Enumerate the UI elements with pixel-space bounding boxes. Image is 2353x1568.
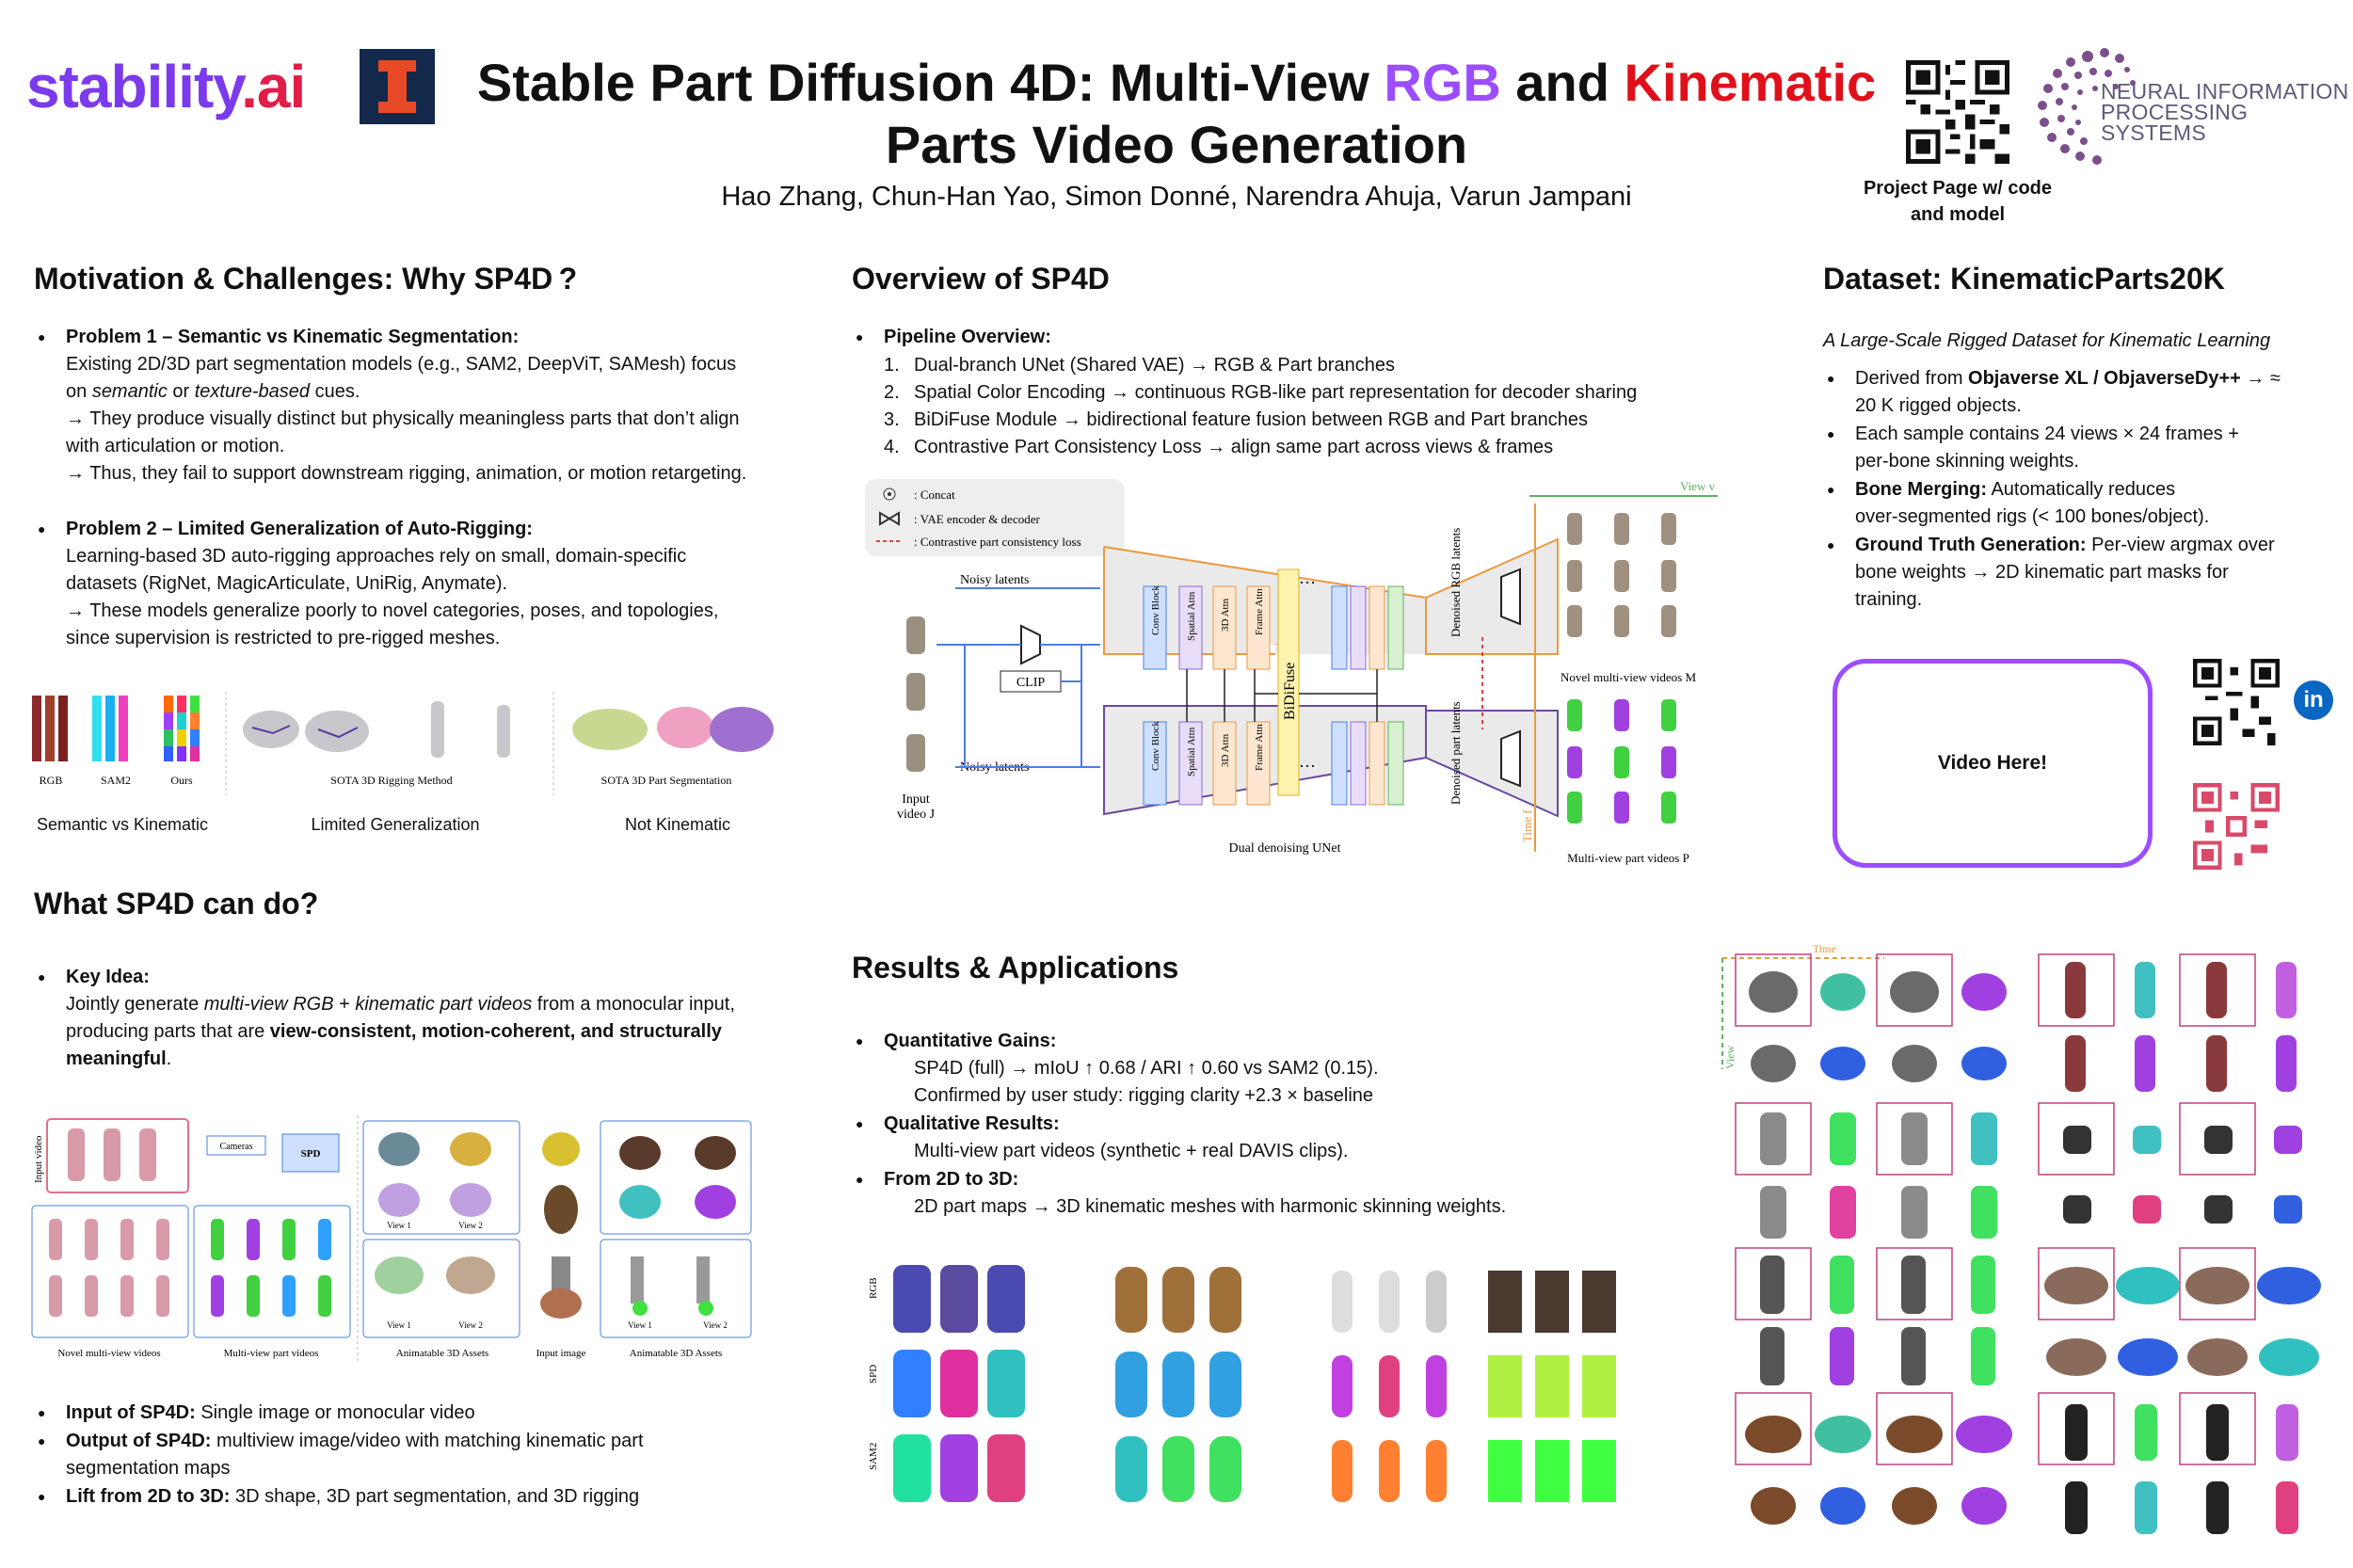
svg-text:Conv Block: Conv Block <box>1150 721 1161 771</box>
legend-contrastive: : Contrastive part consistency loss <box>914 535 1081 549</box>
results-body: ● Quantitative Gains: SP4D (full) → mIoU ↑ 0.68 / ARI ↑ 0.60 vs SAM2 (0.15). Confirmed by user study: rigging clarity +2.3 × baseline ● Qualitative Results: Multi-view part videos (synthetic + real DAVIS clips). ● From 2D to 3D: 2D part maps → 3D kinematic meshes with harmonic skinning weights. <box>852 1028 1699 1222</box>
grid-row-5 <box>1760 1256 2321 1314</box>
dataset-body: ● Derived from Objaverse XL / ObjaverseDy++ → ≈ 20 K rigged objects. ● Each sample contains 24 views × 24 frames + per-bone skinning weights. ● Bone Merging: Automatically reduces over-segmented rigs (< 100 bones/object). ● Ground Truth Generation: Per-view argmax over bone weights → 2D kinematic part masks for training. <box>1823 365 2313 615</box>
row-label-rgb: RGB <box>868 1277 879 1299</box>
clip-label: CLIP <box>1016 676 1046 690</box>
author-list: Hao Zhang, Chun-Han Yao, Simon Donné, Narendra Ahuja, Varun Jampani <box>721 182 1632 212</box>
svg-text:View 2: View 2 <box>458 1320 483 1330</box>
rgb-vs-ours-strips <box>32 696 200 761</box>
qr-caption: Project Page w/ code and model <box>1863 178 2053 225</box>
poster-title: Stable Part Diffusion 4D: Multi-View RGB and Kinematic Parts Video Generation <box>476 53 1877 174</box>
svg-text:View 2: View 2 <box>458 1221 483 1230</box>
row-label-spd: SPD <box>868 1364 879 1384</box>
dataset-subtitle: A Large-Scale Rigged Dataset for Kinematic Learning <box>1823 330 2271 351</box>
capabilities-figure <box>28 1115 781 1362</box>
motivation-body: ● Problem 1 – Semantic vs Kinematic Segmentation: Existing 2D/3D part segmentation models (e.g., SAM2, DeepViT, SAMesh) focus on semantic or texture-based cues. → They produce visually distinct but physically meaningless parts that don’t align with articulation or motion. → Thus, they fail to support downstream rigging, animation, or motion retargeting. ● Problem 2 – Limited Generalization of Auto-Rigging: Learning-based 3D auto-rigging approaches rely on small, domain-specific datasets (RigNet, MagicArticulate, UniRig, Anymate). → These models generalize poorly to novel categories, poses, and topologies, since supervision is restricted to pre-rigged meshes. <box>34 324 806 653</box>
time-label: Time f <box>1520 809 1534 842</box>
novel-videos-label: Novel multi-view videos M <box>1560 670 1697 684</box>
fig-label-ours: Ours <box>170 774 193 787</box>
svg-text:Animatable 3D Assets: Animatable 3D Assets <box>629 1348 723 1359</box>
video-placeholder[interactable]: Video Here! <box>1833 659 2153 868</box>
svg-text:Frame Attn: Frame Attn <box>1254 724 1265 771</box>
part-view-figures <box>1567 699 1676 824</box>
hand-col <box>1115 1267 1241 1502</box>
svg-text:Multi-view part videos: Multi-view part videos <box>223 1348 319 1359</box>
qr-code-icon[interactable] <box>2193 659 2280 745</box>
section-heading-dataset: Dataset: KinematicParts20K <box>1823 262 2225 296</box>
fig-label-rgb: RGB <box>39 774 63 787</box>
linkedin-icon[interactable]: in <box>2294 680 2333 720</box>
view-label: View v <box>1680 479 1716 493</box>
svg-text:Conv Block: Conv Block <box>1150 585 1161 635</box>
machine-col <box>1488 1271 1616 1502</box>
xiaohongshu-qr-icon[interactable] <box>2193 783 2280 870</box>
grid-row-6 <box>1760 1327 2319 1385</box>
novel-view-figures <box>1567 513 1676 637</box>
input-label: Input <box>902 792 930 807</box>
svg-text:View 1: View 1 <box>387 1221 411 1230</box>
results-grid-figure <box>1715 937 2351 1540</box>
whatcan-key-idea: ● Key Idea: Jointly generate multi-view RGB + kinematic part videos from a monocular input, producing parts that are view-consistent, motion-coherent, and structurally meaningful. <box>34 964 806 1074</box>
fig-label-partseg: SOTA 3D Part Segmentation <box>600 774 732 787</box>
whatcan-io-list: ● Input of SP4D: Single image or monocular video ● Output of SP4D: multiview image/video with matching kinematic part segmentation maps ● Lift from 2D to 3D: 3D shape, 3D part segmentation, and 3D rigging <box>34 1400 806 1512</box>
caption-not-kinematic: Not Kinematic <box>624 815 731 834</box>
grid-view-label: View <box>1723 1045 1737 1069</box>
illinois-logo-icon <box>360 49 435 124</box>
partseg-shapes <box>572 707 774 752</box>
fig-label-rigging: SOTA 3D Rigging Method <box>330 774 453 787</box>
noisy-latents-bottom: Noisy latents <box>960 760 1030 775</box>
neurips-text: NEURAL INFORMATION PROCESSING SYSTEMS <box>2101 79 2349 145</box>
motivation-figure <box>26 692 779 805</box>
denoised-part-label: Denoised part latents <box>1449 701 1463 805</box>
results-comparison-figure <box>861 1261 1624 1506</box>
input-video-figures <box>906 616 925 772</box>
svg-text:Input image: Input image <box>536 1348 586 1359</box>
svg-text:Spatial Attn: Spatial Attn <box>1186 591 1197 641</box>
grid-row-4 <box>1760 1186 2302 1239</box>
caption-semantic: Semantic vs Kinematic <box>36 815 209 834</box>
svg-text:SPD: SPD <box>300 1148 321 1160</box>
grid-row-3 <box>1760 1112 2302 1165</box>
dual-unet-label: Dual denoising UNet <box>1228 841 1341 856</box>
grid-row-2 <box>1751 1035 2297 1092</box>
svg-text:Frame Attn: Frame Attn <box>1254 588 1265 635</box>
svg-text:Novel multi-view videos: Novel multi-view videos <box>57 1348 161 1359</box>
stability-logo: stability.ai <box>26 53 306 120</box>
pipeline-diagram <box>861 475 1718 871</box>
svg-text:…: … <box>1299 752 1316 771</box>
svg-text:View 1: View 1 <box>628 1320 652 1330</box>
grid-row-8 <box>1751 1481 2298 1534</box>
section-heading-results: Results & Applications <box>852 951 1179 984</box>
caption-limited: Limited Generalization <box>311 815 480 834</box>
grid-row-7 <box>1745 1404 2298 1461</box>
section-heading-motivation: Motivation & Challenges: Why SP4D ? <box>34 262 578 296</box>
svg-text:3D Attn: 3D Attn <box>1220 733 1231 767</box>
robot-col <box>893 1265 1025 1502</box>
legend-concat: : Concat <box>914 488 955 502</box>
svg-text:Cameras: Cameras <box>219 1142 253 1152</box>
svg-text:Input video: Input video <box>33 1135 44 1183</box>
part-videos-label: Multi-view part videos P <box>1567 851 1689 865</box>
section-heading-whatcan: What SP4D can do? <box>34 887 319 920</box>
legend-vae: : VAE encoder & decoder <box>914 512 1040 526</box>
input-video-j-label: video J <box>896 808 936 822</box>
qr-code-icon[interactable] <box>1906 60 2009 164</box>
svg-text:…: … <box>1299 568 1316 587</box>
bidifuse-label: BiDiFuse <box>1282 662 1298 720</box>
grid-time-label: Time <box>1813 942 1836 955</box>
svg-text:View 1: View 1 <box>387 1320 411 1330</box>
svg-text:View 2: View 2 <box>703 1320 728 1330</box>
noisy-latents-top: Noisy latents <box>960 573 1030 587</box>
alien-col <box>1332 1271 1447 1502</box>
overview-body: ● Pipeline Overview: 1. Dual-branch UNet (Shared VAE) → RGB & Part branches 2. Spatial Color Encoding → continuous RGB-like part representation for decoder sharing 3. BiDiFuse Module → bidirectional feature fusion between RGB and Part branches 4. Contrastive Part Consistency Loss → align same part across views & frames <box>852 324 1699 461</box>
svg-text:3D Attn: 3D Attn <box>1220 598 1231 632</box>
grid-row-1 <box>1749 962 2297 1018</box>
row-label-sam2: SAM2 <box>868 1442 879 1470</box>
svg-text:Spatial Attn: Spatial Attn <box>1186 727 1197 776</box>
section-heading-overview: Overview of SP4D <box>852 262 1110 296</box>
fig-label-sam2: SAM2 <box>100 774 132 787</box>
svg-text:Animatable 3D Assets: Animatable 3D Assets <box>395 1348 489 1359</box>
denoised-rgb-label: Denoised RGB latents <box>1449 527 1463 637</box>
